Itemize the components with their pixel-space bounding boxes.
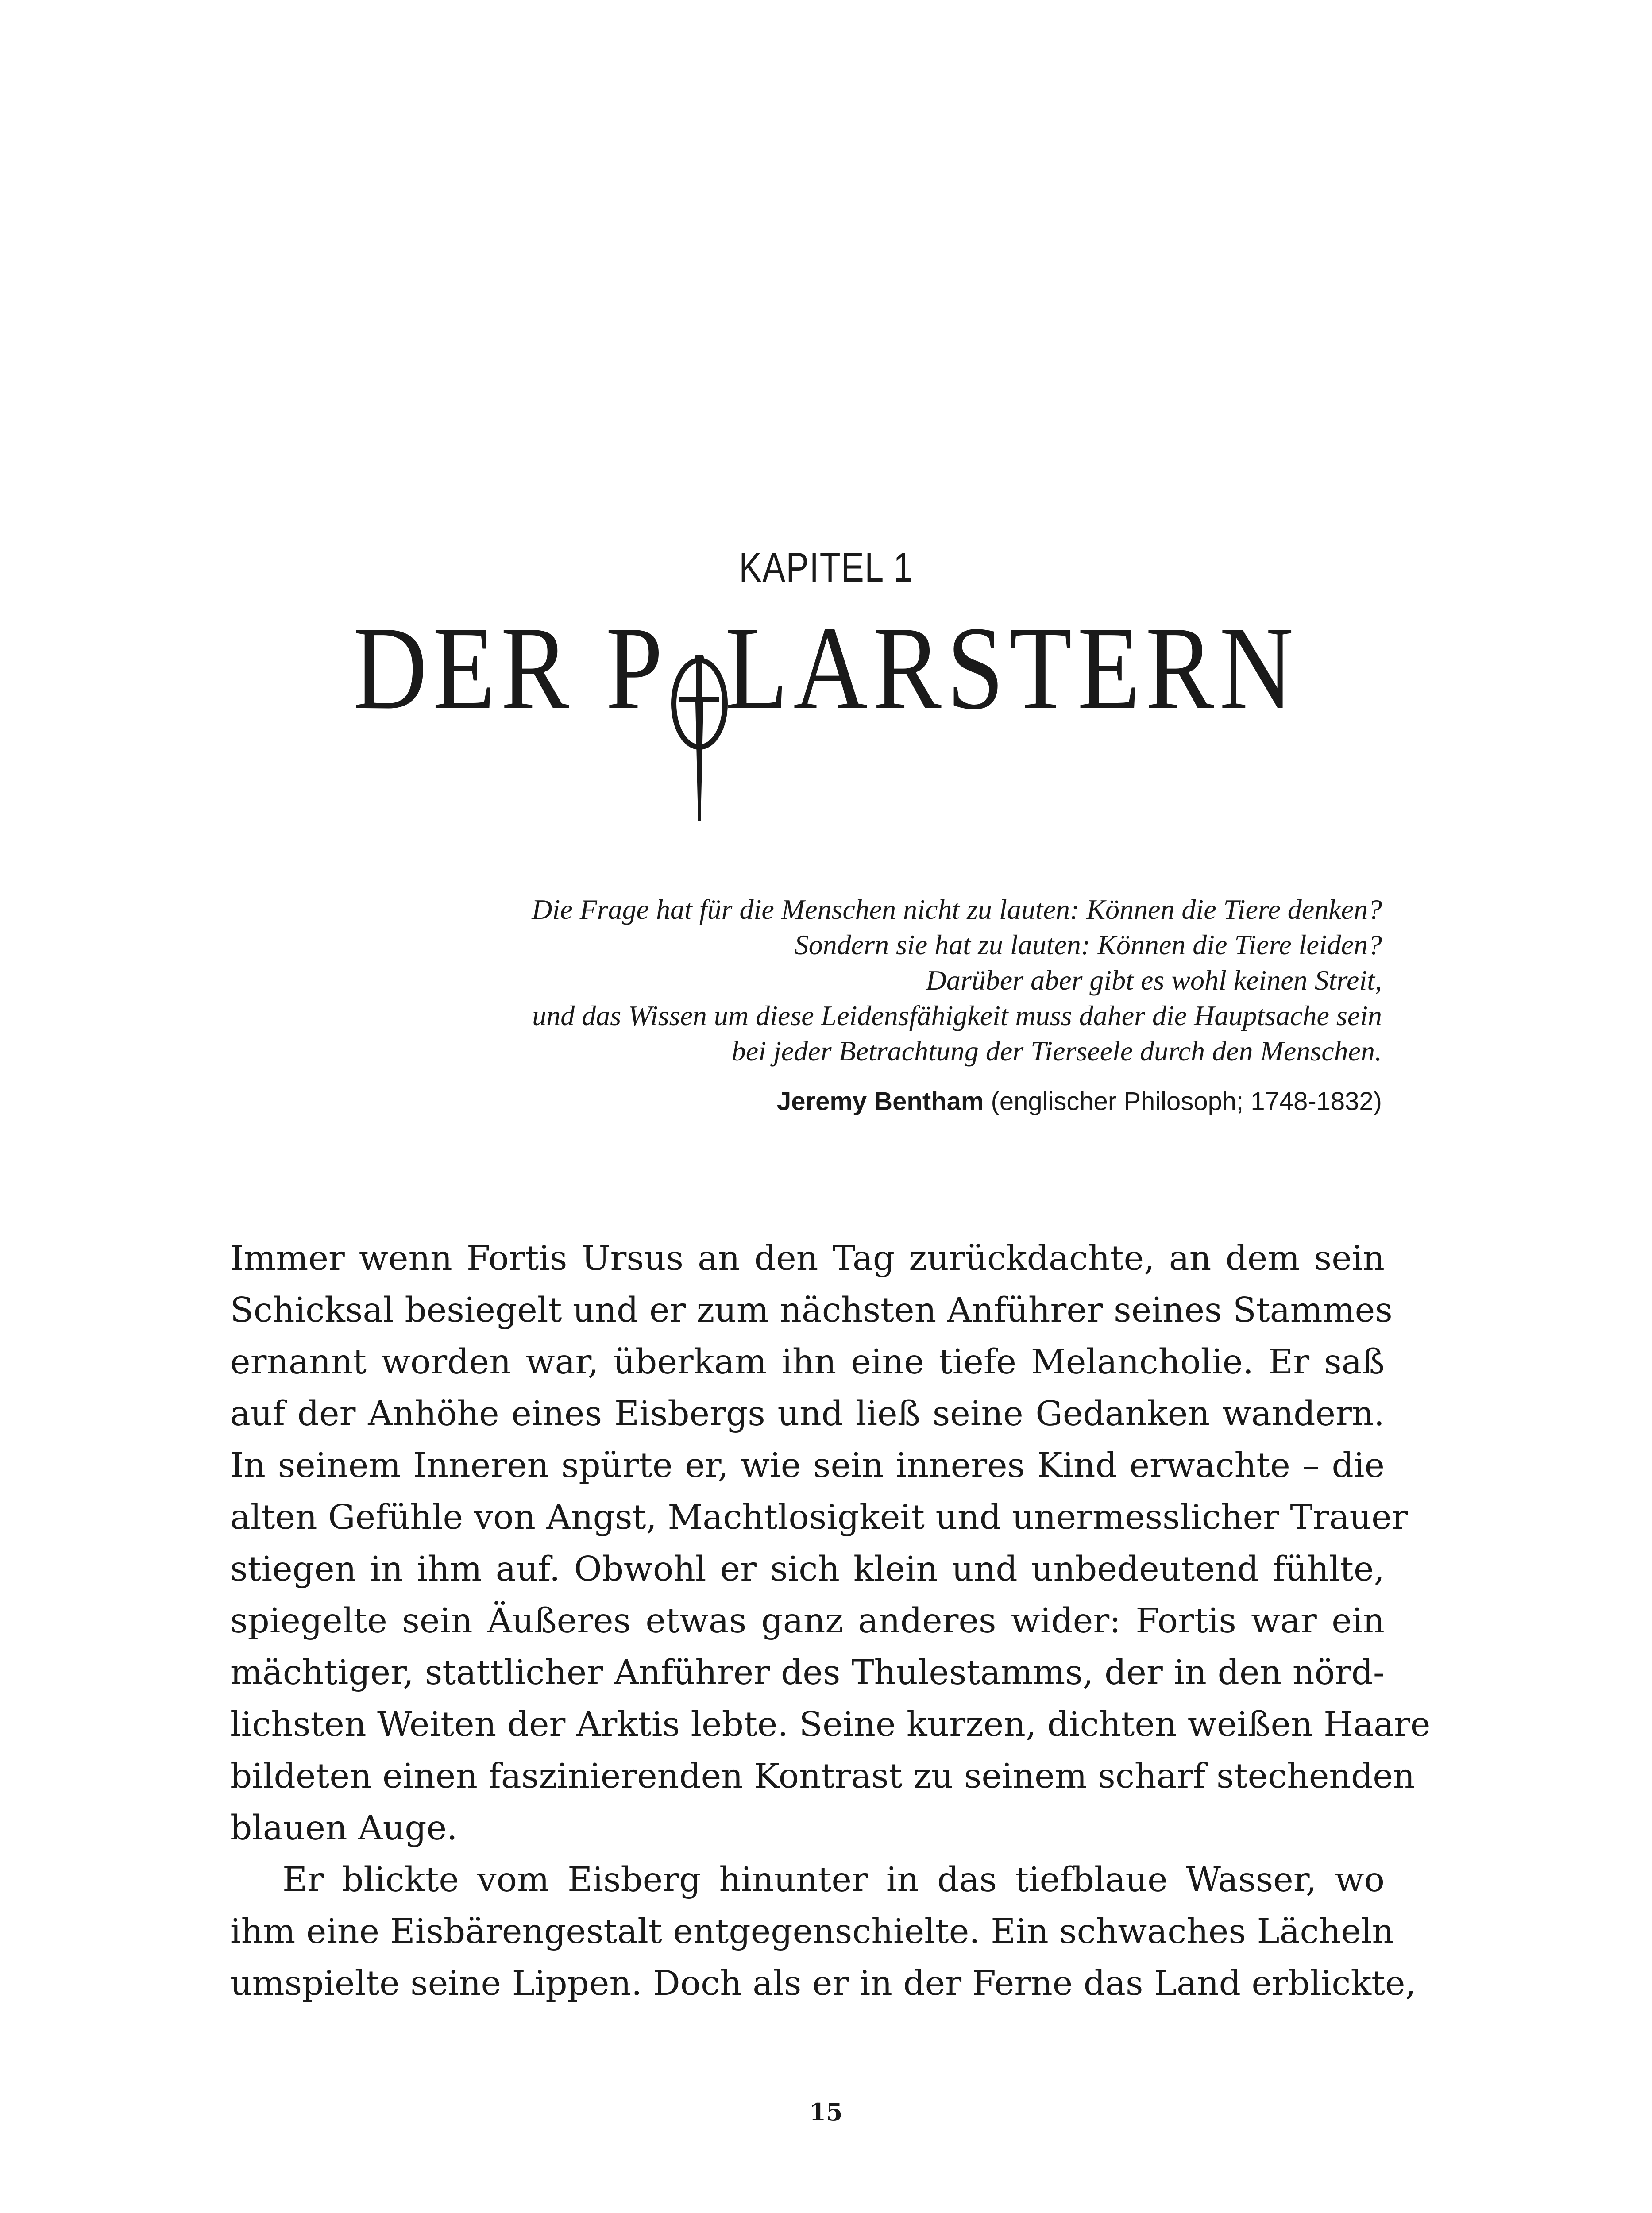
text-line: Er blickte vom Eisberg hinunter in das tiefblaue Wasser, wo: [282, 1860, 1385, 1900]
text-line: ihm eine Eisbärengestalt entgegenschielte. Ein schwaches Lächeln: [230, 1912, 1394, 1951]
chapter-title: [116, 602, 1536, 734]
epigraph-line: Darüber aber gibt es wohl keinen Streit,: [926, 964, 1382, 996]
text-line: bildeten einen faszinierenden Kontrast zu seinem scharf stechenden: [230, 1757, 1415, 1796]
paragraph-2: [230, 1854, 1417, 2009]
text-line: blauen Auge.: [230, 1808, 458, 1848]
chapter-title-part2: LARSTERN: [725, 602, 1299, 734]
text-line: stiegen in ihm auf. Obwohl er sich klein und unbedeutend fühlte,: [230, 1550, 1385, 1589]
text-line: spiegelte sein Äußeres etwas ganz anderes wider: Fortis war ein: [230, 1601, 1385, 1641]
text-line: auf der Anhöhe eines Eisbergs und ließ seine Gedanken wandern.: [230, 1394, 1385, 1434]
epigraph-author: Jeremy Bentham: [776, 1087, 984, 1116]
paragraph-1: [230, 1233, 1431, 1854]
text-line: Schicksal besiegelt und er zum nächsten Anführer seines Stammes: [230, 1291, 1393, 1330]
epigraph: [187, 892, 1382, 1069]
text-line: In seinem Inneren spürte er, wie sein inneres Kind erwachte – die: [230, 1446, 1385, 1485]
epigraph-line: und das Wissen um diese Leidensfähigkeit muss daher die Hauptsache sein: [532, 1000, 1382, 1031]
epigraph-attribution: [187, 1089, 1382, 1114]
text-line: mächtiger, stattlicher Anführer des Thulestamms, der in den nörd-: [230, 1653, 1385, 1693]
chapter-label: KAPITEL 1: [739, 544, 913, 590]
chapter-title-part1: DER P: [353, 602, 668, 734]
dagger-icon: [666, 655, 733, 823]
body-text: [230, 1233, 1431, 2009]
text-line: Immer wenn Fortis Ursus an den Tag zurückdachte, an dem sein: [230, 1239, 1385, 1278]
text-line: ernannt worden war, überkam ihn eine tiefe Melancholie. Er saß: [230, 1342, 1385, 1382]
epigraph-line: bei jeder Betrachtung der Tierseele durch den Menschen.: [731, 1035, 1382, 1067]
text-line: lichsten Weiten der Arktis lebte. Seine kurzen, dichten weißen Haare: [230, 1705, 1431, 1744]
page-number: 15: [809, 2098, 843, 2126]
epigraph-line: Sondern sie hat zu lauten: Können die Tiere leiden?: [794, 929, 1382, 960]
epigraph-author-note: (englischer Philosoph; 1748-1832): [991, 1087, 1382, 1116]
text-line: alten Gefühle von Angst, Machtlosigkeit und unermesslicher Trauer: [230, 1498, 1408, 1537]
text-line: umspielte seine Lippen. Doch als er in der Ferne das Land erblickte,: [230, 1964, 1417, 2003]
epigraph-line: Die Frage hat für die Menschen nicht zu lauten: Können die Tiere denken?: [532, 894, 1382, 925]
